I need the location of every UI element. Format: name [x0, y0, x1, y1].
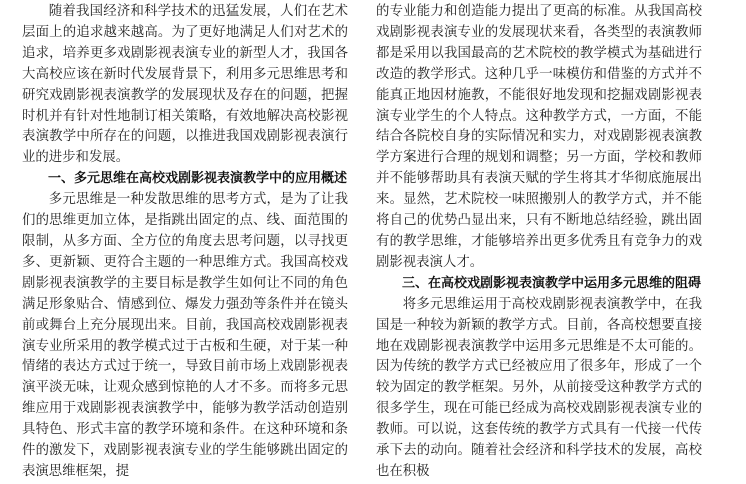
continuation-paragraph: 的专业能力和创造能力提出了更高的标准。从我国高校戏剧影视表演专业的发展现状来看，各类型的表演教师都是采用以我国最高的艺术院校的教学模式为基础进行改造的教学形式。这种几乎一味模仿和借鉴的方式并不能真正地因材施教，不能很好地发现和挖掘戏剧影视表演专业学生的个人特点。这种教学方式，一方面，不能结合各院校自身的实际情况和实力，对戏剧影视表演教学方案进行合理的规划和调整；另一方面，学校和教师并不能够帮助具有表演天赋的学生将其才华彻底施展出来。显然，艺术院校一味照搬别人的教学方式，并不能将自己的优势凸显出来，只有不断地总结经验，跳出固有的教学思维，才能够培养出更多优秀且有竞争力的戏剧影视表演人才。: [376, 4, 702, 270]
section1-heading: 一、多元思维在高校戏剧影视表演教学中的应用概述: [48, 171, 348, 187]
intro-paragraph: 随着我国经济和科学技术的迅猛发展，人们在艺术层面上的追求越来越高。为了更好地满足人们对艺术的追求，培养更多戏剧影视表演专业的新型人才，我国各大高校应该在新时代发展背景下，利用多元思维思考和研究戏剧影视表演教学的发展现状及存在的问题，把握时机并有针对性地制订相关策略，有效地解决高校影视表演教学中所存在的问题，以推进我国戏剧影视表演行业的进步和发展。: [22, 4, 348, 166]
section3-heading: 三、在高校戏剧影视表演教学中运用多元思维的阻碍: [402, 275, 702, 291]
left-column: [22, 2, 348, 483]
section3-body: 将多元思维运用于高校戏剧影视表演教学中，在我国是一种较为新颖的教学方式。目前，各高校想要直接地在戏剧影视表演教学中运用多元思维是不太可能的。因为传统的教学方式已经被应用了很多年，形成了一个较为固定的教学框架。另外，从前接受这种教学方式的很多学生，现在可能已经成为高校戏剧影视表演专业的教师。可以说，这套传统的教学方式具有一代接一代传承下去的动向。随着社会经济和科学技术的发展，高校也在积极: [376, 296, 702, 479]
right-column: [376, 2, 702, 483]
section1-body: 多元思维是一种发散思维的思考方式，是为了让我们的思维更加立体，是指跳出固定的点、线、面范围的限制，从多方面、全方位的角度去思考问题，以寻找更多、更新颖、更符合主题的一种思维方式。我国高校戏剧影视表演教学的主要目标是教学生如何让不同的角色满足形象贴合、情感到位、爆发力强劲等条件并在镜头前或舞台上充分展现出来。目前，我国高校戏剧影视表演专业所采用的教学模式过于古板和生硬，对于某一种情绪的表达方式过于统一，导致目前市场上戏剧影视表演平淡无味，让观众感到惊艳的人才不多。而将多元思维应用于戏剧影视表演教学中，能够为教学活动创造别具特色、形式丰富的教学环境和条件。在这种环境和条件的激发下，戏剧影视表演专业的学生能够跳出固定的表演思维框架，提: [22, 192, 348, 479]
